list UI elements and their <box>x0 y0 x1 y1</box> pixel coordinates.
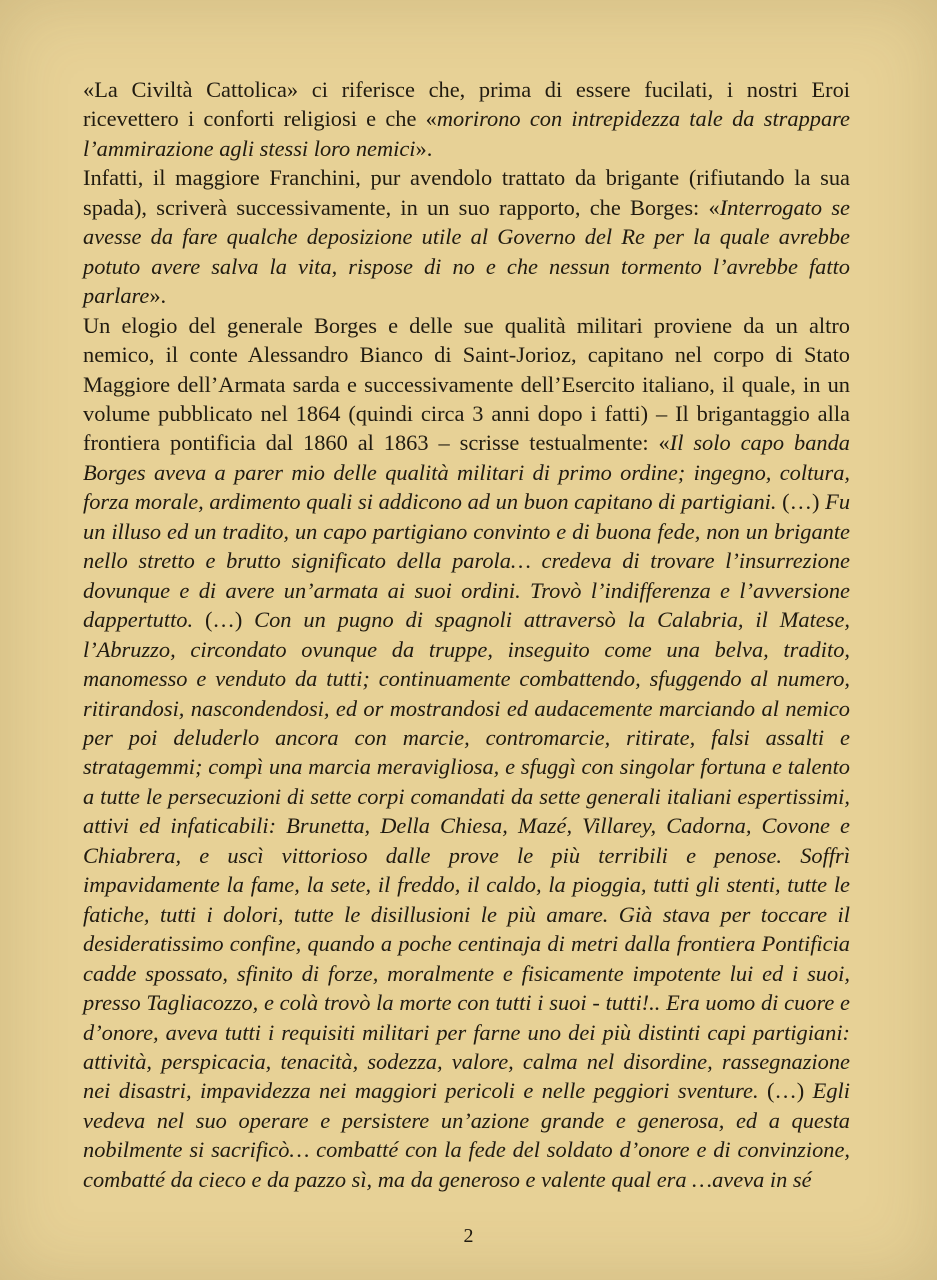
text-segment: ». <box>415 135 433 161</box>
italic-text-segment: Fu un illuso ed un tradito, un capo partigiano convinto e di buona fede, non un brigante nello stretto e brutto significato della parola… credeva di trovare l’insurrezione dovunque e di avere un’armata ai suoi ordini. Trovò l’indifferenza e l’avversione dappertutto. <box>83 489 851 633</box>
italic-text-segment: morirono con intrepidezza tale da strappare l’ammirazione agli stessi loro nemici <box>83 106 850 161</box>
text-segment: (…) <box>758 1078 813 1104</box>
text-segment: (…) <box>776 489 826 515</box>
paragraph <box>83 311 850 1195</box>
italic-text-segment: Egli vedeva nel suo operare e persistere un’azione grande e generosa, ed a questa nobilmente si sacrificò… combatté con la fede del soldato d’onore e di convinzione, combatté da cieco e da pazzo sì, ma da generoso e valente qual era …aveva in sé <box>83 1078 850 1192</box>
text-segment: (…) <box>193 607 255 633</box>
paragraph <box>83 75 850 163</box>
text-segment: Un elogio del generale Borges e delle sue qualità militari proviene da un altro nemico, il conte Alessandro Bianco di Saint-Jorioz, capitano nel corpo di Stato Maggiore dell’Armata sarda e successivamente dell’Esercito italiano, il quale, in un volume pubblicato nel 1864 (quindi circa 3 anni dopo i fatti) – Il brigantaggio alla frontiera pontificia dal 1860 al 1863 – scrisse testualmente: « <box>83 312 850 456</box>
paragraph <box>83 163 850 310</box>
text-segment: ». <box>149 283 167 309</box>
italic-text-segment: Interrogato se avesse da fare qualche deposizione utile al Governo del Re per la quale avrebbe potuto avere salva la vita, rispose di no e che nessun tormento l’avrebbe fatto parlare <box>83 194 850 309</box>
text-segment: Infatti, il maggiore Franchini, pur avendolo trattato da brigante (rifiutando la sua spada), scriverà successivamente, in un suo rapporto, che Borges: « <box>83 165 850 220</box>
italic-text-segment: Con un pugno di spagnoli attraversò la Calabria, il Matese, l’Abruzzo, circondato ovunque da truppe, inseguito come una belva, tradito, manomesso e venduto da tutti; continuamente combattendo, sfuggendo al numero, ritirandosi, nascondendosi, ed or mostrandosi ed audacemente marciando al nemico per poi deluderlo ancora con marcie, contromarcie, ritirate, falsi assalti e stratagemmi; compì una marcia meravigliosa, e sfuggì con singolar fortuna e talento a tutte le persecuzioni di sette corpi comandati da sette generali italiani espertissimi, attivi ed infaticabili: Brunetta, Della Chiesa, Mazé, Villarey, Cadorna, Covone e Chiabrera, e uscì vittorioso dalle prove le più terribili e penose. Soffrì impavidamente la fame, la sete, il freddo, il caldo, la pioggia, tutti gli stenti, tutte le fatiche, tutti i dolori, tutte le disillusioni le più amare. Già stava per toccare il desideratissimo confine, quando a poche centinaja di metri dalla frontiera Pontificia cadde spossato, sfinito di forze, moralmente e fisicamente impotente lui ed i suoi, presso Tagliacozzo, e colà trovò la morte con tutti i suoi - tutti!.. Era uomo di cuore e d’onore, aveva tutti i requisiti militari per farne uno dei più distinti capi partigiani: attività, perspicacia, tenacità, sodezza, valore, calma nel disordine, rassegnazione nei disastri, impavidezza nei maggiori pericoli e nelle peggiori sventure. <box>83 607 850 1104</box>
text-segment: «La Civiltà Cattolica» ci riferisce che, prima di essere fucilati, i nostri Eroi ricevettero i conforti religiosi e che « <box>83 77 850 132</box>
document-body <box>83 75 850 1194</box>
page-number: 2 <box>463 1225 474 1247</box>
italic-text-segment: Il solo capo banda Borges aveva a parer mio delle qualità militari di primo ordine; ingegno, coltura, forza morale, ardimento quali si addicono ad un buon capitano di partigiani. <box>83 430 851 515</box>
